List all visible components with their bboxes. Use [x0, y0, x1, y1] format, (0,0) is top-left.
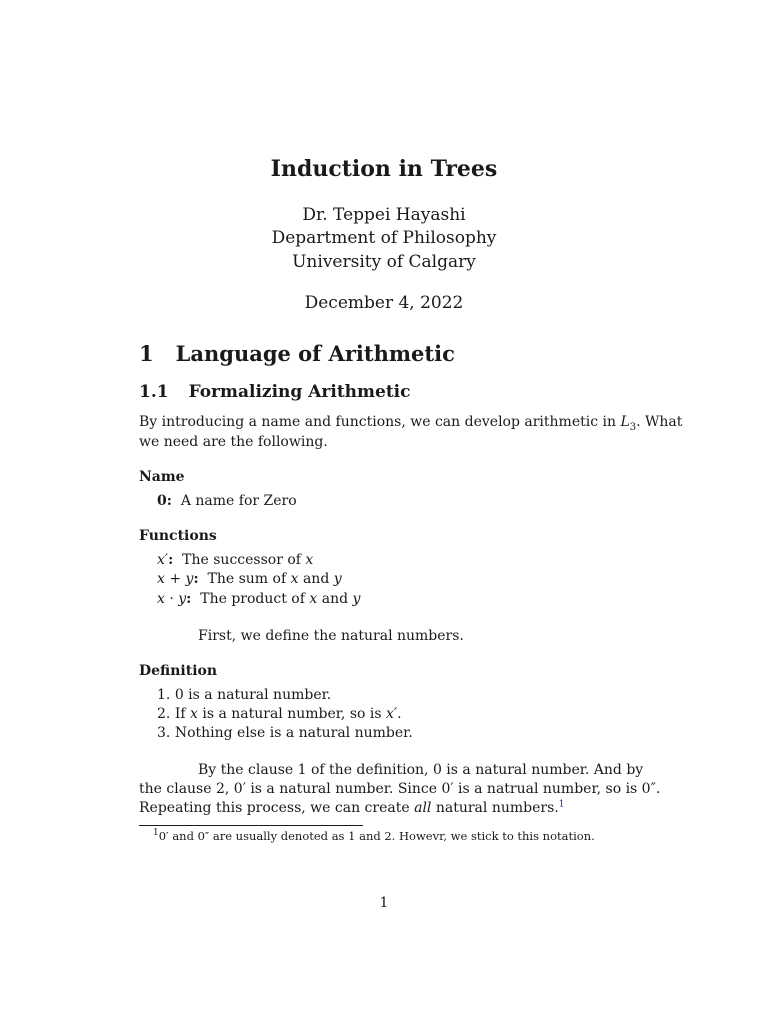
function-desc-and: and [317, 591, 353, 607]
intro-text-end: . What [636, 414, 683, 430]
closing-emphasis: all [414, 800, 432, 816]
function-desc: The product of [200, 591, 310, 607]
function-var: x [305, 552, 314, 568]
section-title: Language of Arithmetic [175, 341, 455, 366]
functions-heading: Functions [139, 528, 217, 544]
first-define-line: First, we define the natural numbers. [198, 628, 464, 644]
function-desc: The sum of [207, 571, 291, 587]
author-department: Department of Philosophy [271, 228, 497, 248]
list-math: x [189, 706, 198, 722]
section-number: 1 [139, 341, 154, 366]
name-item [157, 491, 297, 511]
footnote-rule [139, 825, 363, 826]
list-math: x′ [386, 706, 398, 722]
closing-line-2: the clause 2, 0′ is a natural number. Since 0′ is a natrual number, so is 0″. [139, 781, 661, 797]
function-item-successor [157, 550, 313, 570]
footnote-link[interactable]: 1 [558, 799, 565, 810]
list-text: If [174, 706, 190, 722]
section-heading [139, 341, 455, 366]
function-desc: The successor of [182, 552, 306, 568]
closing-line-3 [139, 798, 564, 818]
math-L: L [620, 414, 630, 430]
definition-heading: Definition [139, 663, 218, 679]
footnote-mark: 1 [153, 828, 159, 839]
list-text: . [397, 706, 402, 722]
function-colon: : [168, 552, 174, 568]
paper-title: Induction in Trees [270, 156, 498, 182]
list-text: Nothing else is a natural number. [174, 725, 413, 741]
list-number: 1. [157, 687, 171, 703]
definition-item-2 [157, 704, 402, 724]
list-text: 0 is a natural number. [174, 687, 332, 703]
definition-item-1 [157, 685, 331, 705]
math-subscript: 3 [629, 421, 637, 433]
paper-date: December 4, 2022 [304, 293, 464, 313]
list-number: 2. [157, 706, 171, 722]
function-var: y [333, 571, 342, 587]
author-name: Dr. Teppei Hayashi [302, 205, 466, 225]
intro-line-2: we need are the following. [139, 434, 328, 450]
function-colon: : [193, 571, 199, 587]
function-term: x′ [157, 552, 169, 568]
function-item-sum [157, 569, 342, 589]
closing-text: Repeating this process, we can create [139, 800, 415, 816]
intro-text: By introducing a name and functions, we can develop arithmetic in [139, 414, 621, 430]
function-var: x [290, 571, 299, 587]
function-desc-and: and [298, 571, 334, 587]
function-term: x · y [157, 591, 187, 607]
list-number: 3. [157, 725, 171, 741]
name-desc: A name for Zero [180, 493, 297, 509]
closing-line-1: By the clause 1 of the definition, 0 is a natural number. And by [198, 762, 644, 778]
function-var: y [352, 591, 361, 607]
footnote-text: 0′ and 0″ are usually denoted as 1 and 2. Howevr, we stick to this notation. [158, 829, 595, 843]
list-text: is a natural number, so is [197, 706, 387, 722]
subsection-heading [139, 382, 411, 402]
function-item-product [157, 589, 360, 609]
closing-text-end: natural numbers. [431, 800, 559, 816]
subsection-number: 1.1 [139, 382, 169, 402]
function-var: x [309, 591, 318, 607]
function-term: x + y [157, 571, 194, 587]
page-number: 1 [379, 895, 389, 911]
name-term: 0: [157, 493, 172, 509]
name-heading: Name [139, 469, 185, 485]
function-colon: : [186, 591, 192, 607]
footnote-text-line [153, 829, 595, 843]
definition-item-3 [157, 723, 413, 743]
subsection-title: Formalizing Arithmetic [188, 382, 411, 402]
author-university: University of Calgary [292, 252, 476, 272]
